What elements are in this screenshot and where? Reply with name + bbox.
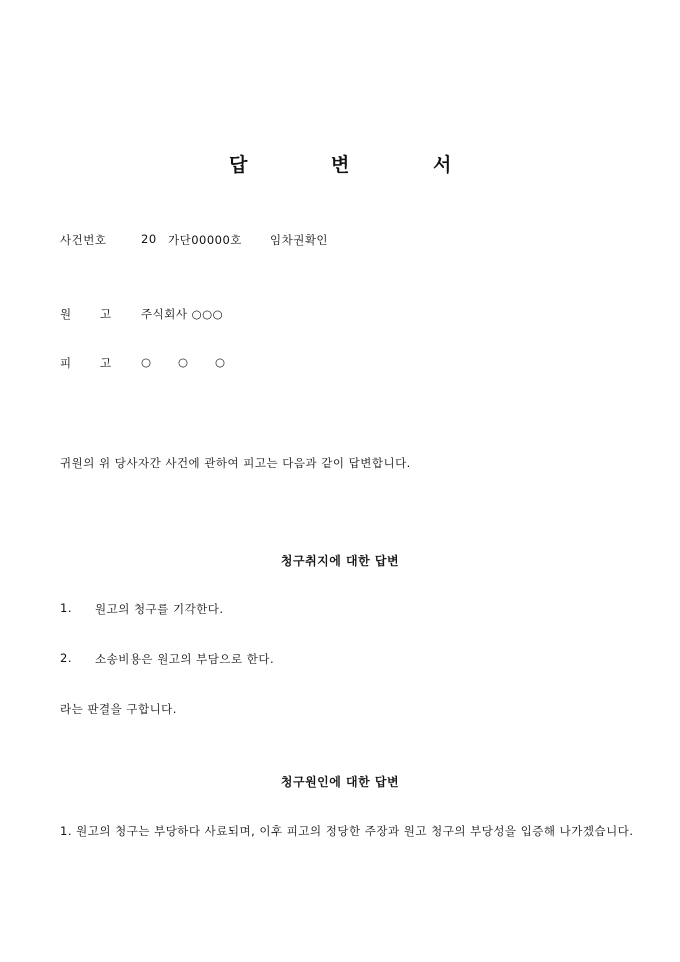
purpose-heading: 청구취지에 대한 답변 bbox=[280, 554, 400, 568]
plaintiff-label-b: 고 bbox=[100, 307, 112, 321]
case-year: 20 bbox=[141, 232, 157, 246]
cause-item-1: 1. 원고의 청구는 부당하다 사료되며, 이후 피고의 정당한 주장과 원고 청구의 부당성을 입증해 나가겠습니다. bbox=[60, 824, 634, 838]
intro-sentence: 귀원의 위 당사자간 사건에 관하여 피고는 다음과 같이 답변합니다. bbox=[60, 456, 411, 470]
case-name: 임차권확인 bbox=[270, 233, 329, 247]
defendant-label-a: 피 bbox=[60, 356, 72, 370]
purpose-item-1-text: 원고의 청구를 기각한다. bbox=[95, 602, 224, 616]
title-char-3: 서 bbox=[433, 154, 452, 176]
purpose-item-1-number: 1. bbox=[60, 601, 72, 615]
defendant-label-b: 고 bbox=[100, 356, 112, 370]
purpose-item-2-number: 2. bbox=[60, 651, 72, 665]
purpose-closing: 라는 판결을 구합니다. bbox=[60, 702, 177, 716]
purpose-item-2-text: 소송비용은 원고의 부담으로 한다. bbox=[95, 652, 275, 666]
defendant-name-char-2: ○ bbox=[178, 355, 189, 369]
title-char-1: 답 bbox=[229, 154, 248, 176]
title-char-2: 변 bbox=[331, 154, 350, 176]
defendant-name-char-3: ○ bbox=[215, 355, 226, 369]
case-number: 가단00000호 bbox=[168, 233, 242, 247]
cause-heading: 청구원인에 대한 답변 bbox=[280, 775, 400, 789]
defendant-name-char-1: ○ bbox=[141, 355, 152, 369]
case-number-label: 사건번호 bbox=[60, 233, 107, 247]
plaintiff-name: 주식회사 ○○○ bbox=[141, 307, 224, 321]
plaintiff-label-a: 원 bbox=[60, 307, 72, 321]
